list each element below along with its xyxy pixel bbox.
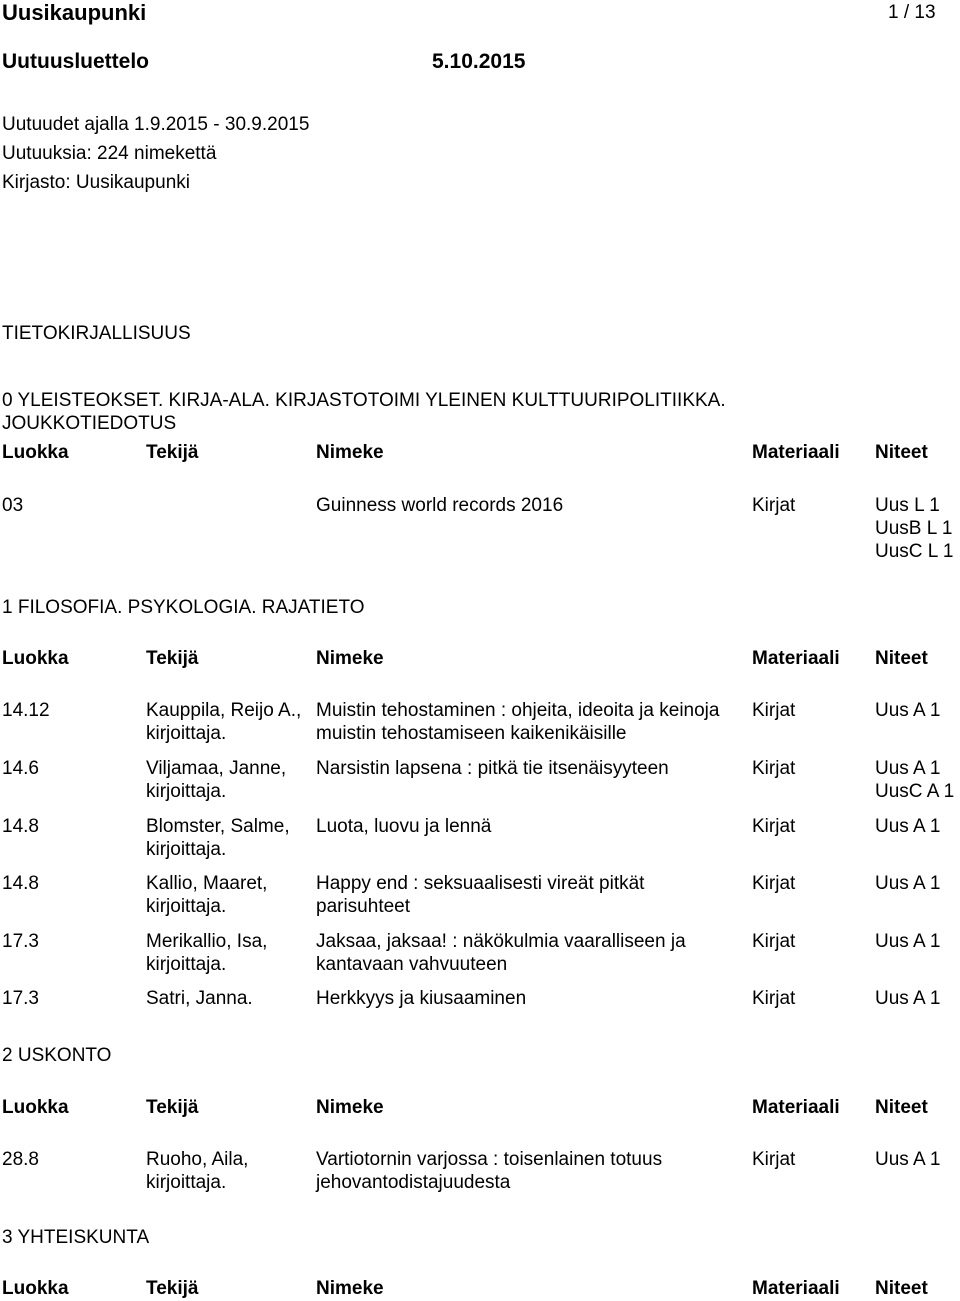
col-nimeke: Nimeke xyxy=(316,442,384,463)
row-nimeke: Muistin tehostaminen : ohjeita, ideoita ja keinoja xyxy=(316,700,720,721)
row-luokka: 14.6 xyxy=(2,758,39,779)
list-title: Uutuusluettelo xyxy=(2,50,149,73)
row-materiaali: Kirjat xyxy=(752,700,796,721)
row-materiaali: Kirjat xyxy=(752,931,796,952)
row-materiaali: Kirjat xyxy=(752,758,796,779)
row-tekija: Viljamaa, Janne, xyxy=(146,758,287,779)
col-materiaali: Materiaali xyxy=(752,442,840,463)
row-tekija: Satri, Janna. xyxy=(146,988,253,1009)
col-luokka: Luokka xyxy=(2,442,69,463)
col-niteet: Niteet xyxy=(875,648,928,669)
row-nimeke: kantavaan vahvuuteen xyxy=(316,954,508,975)
section-heading-cont: JOUKKOTIEDOTUS xyxy=(2,413,177,434)
row-niteet: Uus A 1 xyxy=(875,816,941,837)
row-niteet: Uus A 1 xyxy=(875,988,941,1009)
info-library: Kirjasto: Uusikaupunki xyxy=(2,172,190,193)
row-nimeke: Jaksaa, jaksaa! : näkökulmia vaaralliseen ja xyxy=(316,931,686,952)
row-nimeke: Herkkyys ja kiusaaminen xyxy=(316,988,527,1009)
col-luokka: Luokka xyxy=(2,1278,69,1299)
row-materiaali: Kirjat xyxy=(752,873,796,894)
section-heading: 1 FILOSOFIA. PSYKOLOGIA. RAJATIETO xyxy=(2,597,365,618)
row-nimeke: Luota, luovu ja lennä xyxy=(316,816,492,837)
row-luokka: 03 xyxy=(2,495,24,516)
row-nimeke: Vartiotornin varjossa : toisenlainen totuus xyxy=(316,1149,663,1170)
row-niteet: Uus A 1 xyxy=(875,931,941,952)
row-tekija: kirjoittaja. xyxy=(146,781,227,802)
col-nimeke: Nimeke xyxy=(316,1097,384,1118)
row-niteet: Uus L 1 xyxy=(875,495,940,516)
row-tekija: Ruoho, Aila, xyxy=(146,1149,249,1170)
col-tekija: Tekijä xyxy=(146,1097,199,1118)
row-niteet: Uus A 1 xyxy=(875,1149,941,1170)
col-materiaali: Materiaali xyxy=(752,1097,840,1118)
info-period: Uutuudet ajalla 1.9.2015 - 30.9.2015 xyxy=(2,114,310,135)
row-luokka: 17.3 xyxy=(2,931,39,952)
row-luokka: 17.3 xyxy=(2,988,39,1009)
row-niteet: UusC A 1 xyxy=(875,781,955,802)
row-tekija: Merikallio, Isa, xyxy=(146,931,268,952)
page-number: 1 / 13 xyxy=(888,2,936,23)
section-heading: 3 YHTEISKUNTA xyxy=(2,1227,150,1248)
row-tekija: kirjoittaja. xyxy=(146,1172,227,1193)
row-luokka: 14.12 xyxy=(2,700,50,721)
library-title: Uusikaupunki xyxy=(2,0,147,25)
row-niteet: Uus A 1 xyxy=(875,873,941,894)
col-tekija: Tekijä xyxy=(146,442,199,463)
row-luokka: 28.8 xyxy=(2,1149,39,1170)
row-tekija: kirjoittaja. xyxy=(146,896,227,917)
row-nimeke: muistin tehostamiseen kaikenikäisille xyxy=(316,723,627,744)
row-nimeke: parisuhteet xyxy=(316,896,411,917)
row-niteet: UusB L 1 xyxy=(875,518,953,539)
row-materiaali: Kirjat xyxy=(752,1149,796,1170)
row-niteet: UusC L 1 xyxy=(875,541,954,562)
col-luokka: Luokka xyxy=(2,1097,69,1118)
row-materiaali: Kirjat xyxy=(752,988,796,1009)
category-heading: TIETOKIRJALLISUUS xyxy=(2,323,191,344)
col-nimeke: Nimeke xyxy=(316,648,384,669)
row-nimeke: Happy end : seksuaalisesti vireät pitkät xyxy=(316,873,645,894)
col-niteet: Niteet xyxy=(875,442,928,463)
row-nimeke: Narsistin lapsena : pitkä tie itsenäisyyteen xyxy=(316,758,669,779)
row-tekija: Blomster, Salme, xyxy=(146,816,290,837)
info-count: Uutuuksia: 224 nimekettä xyxy=(2,143,217,164)
row-tekija: Kauppila, Reijo A., xyxy=(146,700,302,721)
col-niteet: Niteet xyxy=(875,1278,928,1299)
row-luokka: 14.8 xyxy=(2,873,39,894)
col-materiaali: Materiaali xyxy=(752,648,840,669)
col-tekija: Tekijä xyxy=(146,1278,199,1299)
row-luokka: 14.8 xyxy=(2,816,39,837)
section-heading: 0 YLEISTEOKSET. KIRJA-ALA. KIRJASTOTOIMI YLEINEN KULTTUURIPOLITIIKKA. xyxy=(2,390,726,411)
col-materiaali: Materiaali xyxy=(752,1278,840,1299)
row-tekija: kirjoittaja. xyxy=(146,839,227,860)
row-tekija: Kallio, Maaret, xyxy=(146,873,268,894)
col-tekija: Tekijä xyxy=(146,648,199,669)
row-materiaali: Kirjat xyxy=(752,495,796,516)
row-niteet: Uus A 1 xyxy=(875,700,941,721)
row-materiaali: Kirjat xyxy=(752,816,796,837)
row-nimeke: jehovantodistajuudesta xyxy=(316,1172,511,1193)
row-nimeke: Guinness world records 2016 xyxy=(316,495,564,516)
row-tekija: kirjoittaja. xyxy=(146,954,227,975)
row-tekija: kirjoittaja. xyxy=(146,723,227,744)
list-date: 5.10.2015 xyxy=(432,50,526,73)
col-nimeke: Nimeke xyxy=(316,1278,384,1299)
col-niteet: Niteet xyxy=(875,1097,928,1118)
row-niteet: Uus A 1 xyxy=(875,758,941,779)
section-heading: 2 USKONTO xyxy=(2,1045,112,1066)
col-luokka: Luokka xyxy=(2,648,69,669)
